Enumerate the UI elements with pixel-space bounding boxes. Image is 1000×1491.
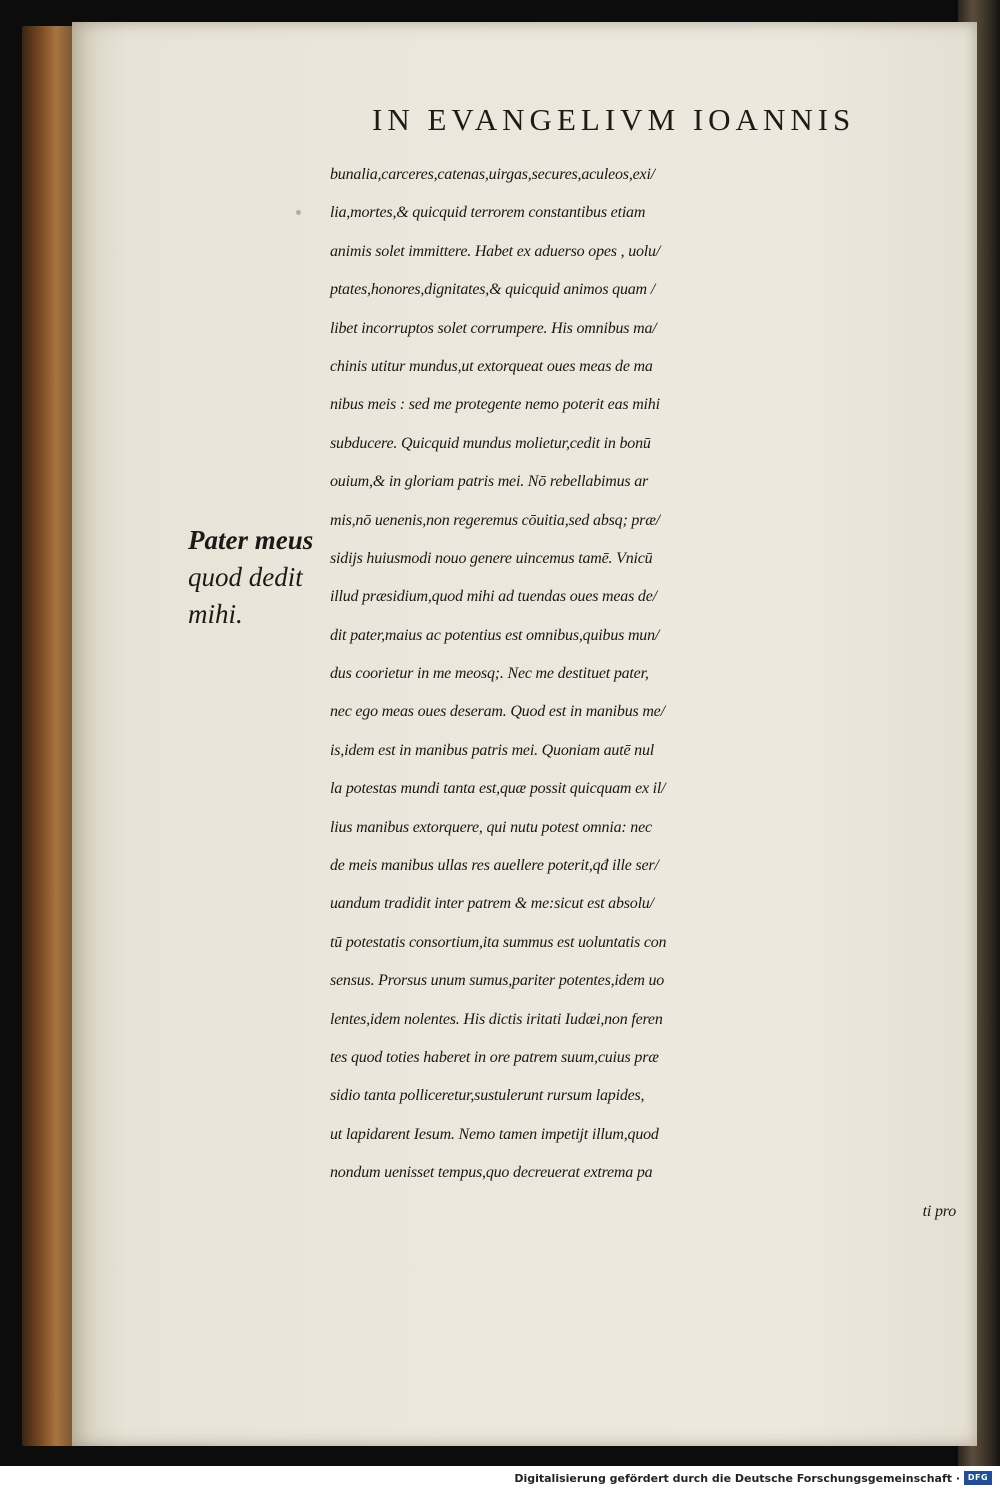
text-line: ut lapidarent Iesum. Nemo tamen impetijt illum,quod: [330, 1125, 659, 1143]
ink-speck: [296, 210, 301, 215]
text-line: dus coorietur in me meosq;. Nec me destituet pater,: [330, 665, 649, 683]
running-head: IN EVANGELIVM IOANNIS: [372, 102, 856, 137]
text-line: sidijs huiusmodi nouo genere uincemus tamē. Vnicū: [330, 549, 653, 567]
body-text: [330, 156, 960, 1231]
dfg-logo-icon: DFG: [964, 1471, 992, 1485]
funding-credit: Digitalisierung gefördert durch die Deutsche Forschungsgemeinschaft ·: [514, 1472, 960, 1485]
text-line: mis,nō uenenis,non regeremus cōuitia,sed absq; præ/: [330, 511, 660, 529]
text-line: bunalia,carceres,catenas,uirgas,secures,aculeos,exi/: [330, 166, 655, 183]
text-line: la potestas mundi tanta est,quæ possit quicquam ex il/: [330, 780, 666, 798]
text-line: illud præsidium,quod mihi ad tuendas oues meas de/: [330, 588, 657, 606]
text-line: chinis utitur mundus,ut extorqueat oues meas de ma: [330, 357, 653, 375]
text-line: tū potestatis consortium,ita summus est uoluntatis con: [330, 933, 667, 951]
catchword-line: ti pro: [922, 1202, 956, 1220]
text-line: is,idem est in manibus patris mei. Quoniam autē nul: [330, 741, 655, 759]
margin-note-line: Pater meus: [188, 525, 314, 555]
text-line: tes quod toties haberet in ore patrem suum,cuius præ: [330, 1048, 659, 1066]
text-line: sensus. Prorsus unum sumus,pariter potentes,idem uo: [330, 972, 665, 990]
text-line: uandum tradidit inter patrem & me:sicut est absolu/: [330, 895, 654, 913]
text-line: nec ego meas oues deseram. Quod est in manibus me/: [330, 703, 665, 721]
text-line: ouium,& in gloriam patris mei. Nō rebellabimus ar: [330, 473, 649, 491]
margin-note: [188, 522, 328, 633]
text-line: animis solet immittere. Habet ex aduerso opes , uolu/: [330, 242, 661, 260]
text-line: de meis manibus ullas res auellere poterit,qđ ille ser/: [330, 857, 659, 875]
text-line: nibus meis : sed me protegente nemo poterit eas mihi: [330, 396, 660, 414]
text-line: nondum uenisset tempus,quo decreuerat extrema pa: [330, 1164, 653, 1182]
margin-note-line: mihi.: [188, 599, 243, 629]
text-line: sidio tanta polliceretur,sustulerunt rursum lapides,: [330, 1087, 645, 1105]
text-line: libet incorruptos solet corrumpere. His omnibus ma/: [330, 319, 657, 337]
credit-bar: [0, 1466, 1000, 1491]
text-line: dit pater,maius ac potentius est omnibus,quibus mun/: [330, 626, 660, 644]
text-line: ptates,honores,dignitates,& quicquid animos quam /: [330, 281, 655, 299]
text-line: subducere. Quicquid mundus molietur,cedit in bonū: [330, 434, 651, 452]
text-line: lia,mortes,& quicquid terrorem constantibus etiam: [330, 204, 646, 222]
margin-note-line: quod dedit: [188, 562, 303, 592]
text-line: lius manibus extorquere, qui nutu potest omnia: nec: [330, 818, 652, 836]
text-line: lentes,idem nolentes. His dictis iritati Iudæi,non feren: [330, 1010, 663, 1028]
